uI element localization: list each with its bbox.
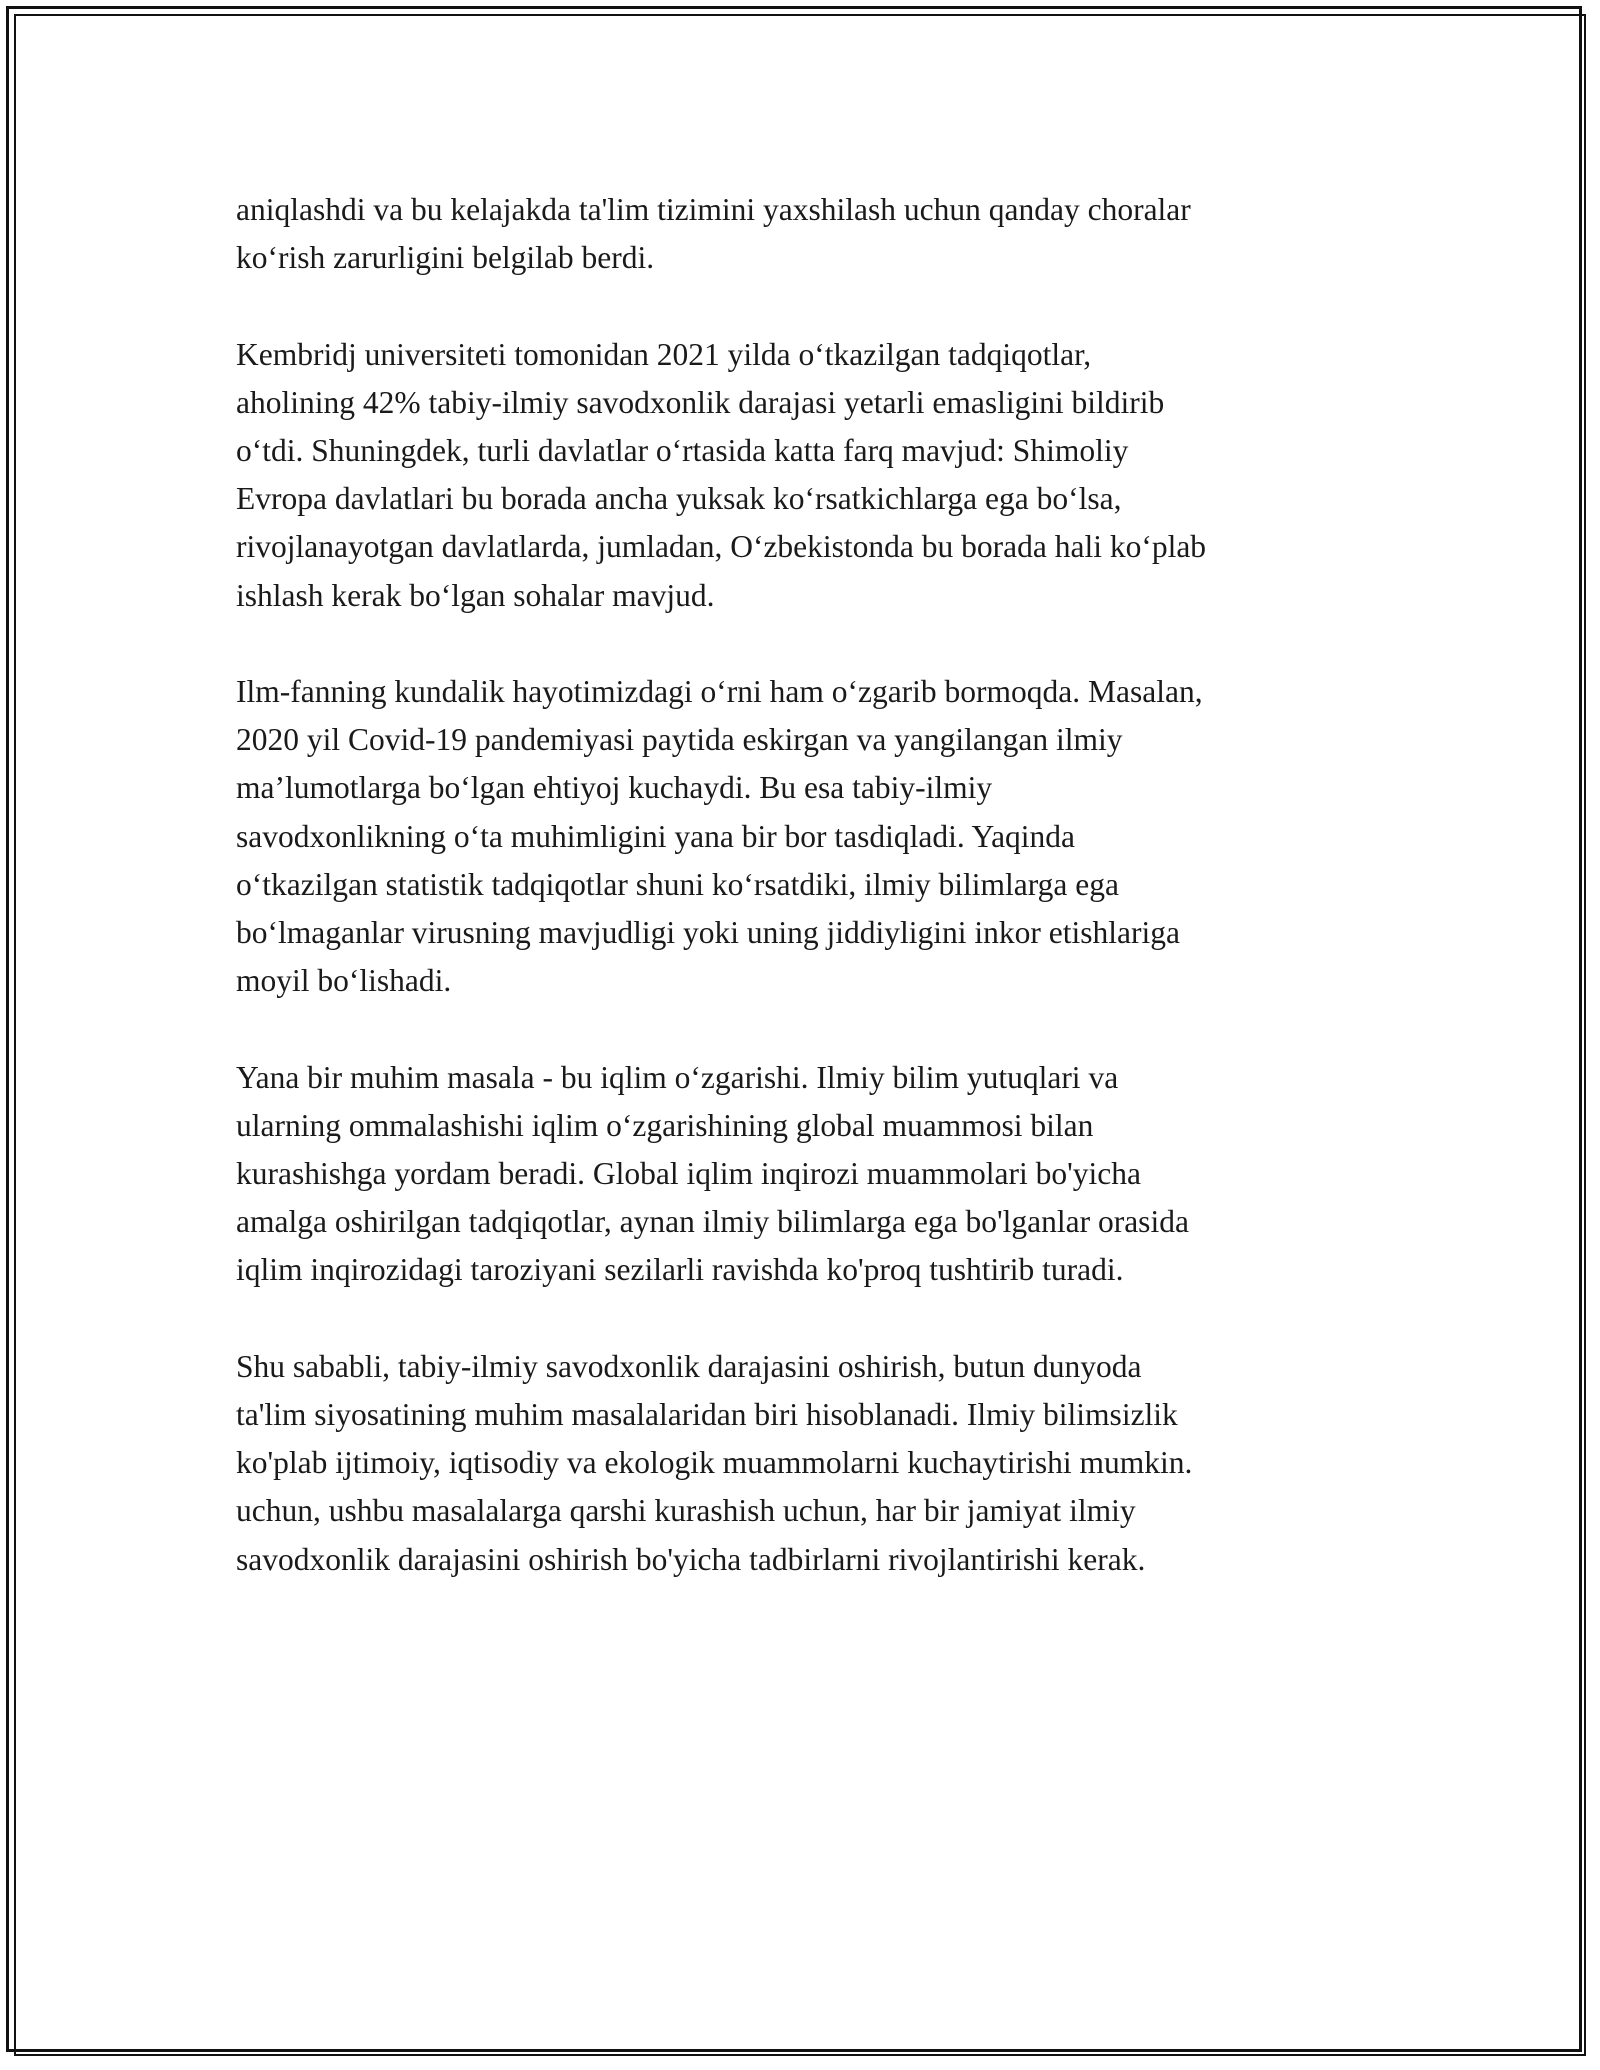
text-line: o‘tkazilgan statistik tadqiqotlar shuni ko‘rsatdiki, ilmiy bilimlarga ega xyxy=(236,866,1119,902)
paragraph-2 xyxy=(236,331,1376,620)
paragraph-3 xyxy=(236,668,1376,1005)
text-line: iqlim inqirozidagi taroziyani sezilarli ravishda ko'proq tushtirib turadi. xyxy=(236,1252,1124,1288)
text-line: Shu sababli, tabiy-ilmiy savodxonlik darajasini oshirish, butun dunyoda xyxy=(236,1348,1142,1384)
text-line: Ilm-fanning kundalik hayotimizdagi o‘rni ham o‘zgarib bormoqda. Masalan, xyxy=(236,674,1203,709)
text-line: aholining 42% tabiy-ilmiy savodxonlik darajasi yetarli emasligini bildirib xyxy=(236,384,1165,420)
text-line: Kembridj universiteti tomonidan 2021 yilda o‘tkazilgan tadqiqotlar, xyxy=(236,336,1092,372)
paragraph-4 xyxy=(236,1054,1376,1295)
text-line: moyil bo‘lishadi. xyxy=(236,963,452,999)
paragraph-1 xyxy=(236,186,1376,282)
text-line: ko‘rish zarurligini belgilab berdi. xyxy=(236,240,655,276)
text-line: Evropa davlatlari bu borada ancha yuksak ko‘rsatkichlarga ega bo‘lsa, xyxy=(236,481,1122,517)
text-line: ularning ommalashishi iqlim o‘zgarishining global muammosi bilan xyxy=(236,1107,1094,1143)
paragraph-5 xyxy=(236,1343,1376,1584)
text-line: Yana bir muhim masala - bu iqlim o‘zgarishi. Ilmiy bilim yutuqlari va xyxy=(236,1059,1119,1095)
text-line: uchun, ushbu masalalarga qarshi kurashish uchun, har bir jamiyat ilmiy xyxy=(236,1493,1136,1529)
text-line: 2020 yil Covid-19 pandemiyasi paytida eskirgan va yangilangan ilmiy xyxy=(236,722,1123,758)
text-line: ishlash kerak bo‘lgan sohalar mavjud. xyxy=(236,577,715,613)
text-line: rivojlanayotgan davlatlarda, jumladan, O‘zbekistonda bu borada hali ko‘plab xyxy=(236,529,1207,565)
text-line: bo‘lmaganlar virusning mavjudligi yoki uning jiddiyligini inkor etishlariga xyxy=(236,915,1181,951)
text-line: ma’lumotlarga bo‘lgan ehtiyoj kuchaydi. Bu esa tabiy-ilmiy xyxy=(236,770,993,806)
text-line: o‘tdi. Shuningdek, turli davlatlar o‘rtasida katta farq mavjud: Shimoliy xyxy=(236,433,1129,468)
text-line: ko'plab ijtimoiy, iqtisodiy va ekologik muammolarni kuchaytirishi mumkin. xyxy=(236,1445,1193,1481)
document-body xyxy=(236,186,1376,1632)
text-line: kurashishga yordam beradi. Global iqlim inqirozi muammolari bo'yicha xyxy=(236,1156,1141,1192)
text-line: amalga oshirilgan tadqiqotlar, aynan ilmiy bilimlarga ega bo'lganlar orasida xyxy=(236,1204,1189,1240)
text-line: savodxonlikning o‘ta muhimligini yana bir bor tasdiqladi. Yaqinda xyxy=(236,818,1076,854)
text-line: ta'lim siyosatining muhim masalalaridan biri hisoblanadi. Ilmiy bilimsizlik xyxy=(236,1397,1178,1433)
text-line: aniqlashdi va bu kelajakda ta'lim tizimini yaxshilash uchun qanday choralar xyxy=(236,192,1191,227)
text-line: savodxonlik darajasini oshirish bo'yicha tadbirlarni rivojlantirishi kerak. xyxy=(236,1541,1146,1577)
